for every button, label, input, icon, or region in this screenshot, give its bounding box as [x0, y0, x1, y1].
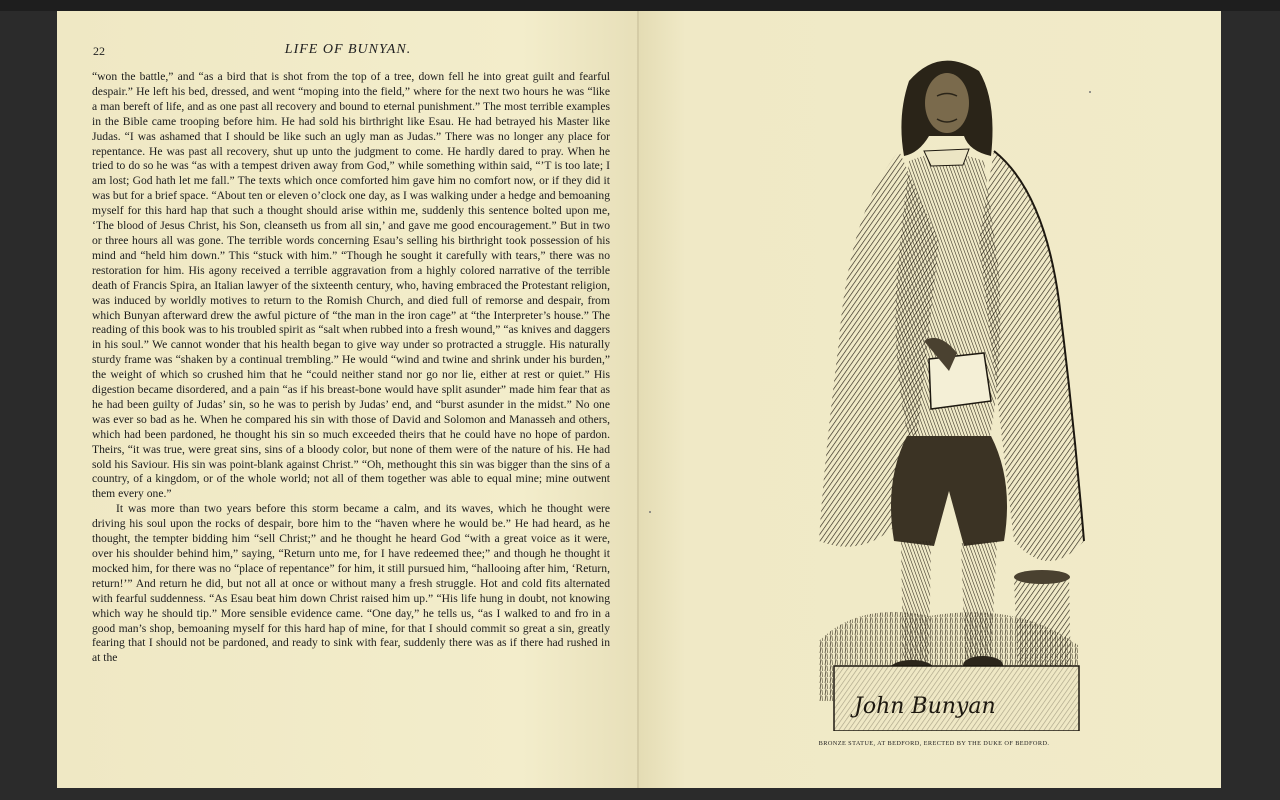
page-speck	[649, 511, 651, 513]
figure-caption: BRONZE STATUE, AT BEDFORD, ERECTED BY THE DUKE OF BEDFORD.	[818, 740, 1050, 747]
page-number: 22	[93, 44, 105, 58]
book-spread	[57, 11, 1221, 788]
collar	[924, 149, 969, 166]
paragraph: “won the battle,” and “as a bird that is shot from the top of a tree, down fell he into great guilt and fearful despair.” He left his bed, dressed, and went “moping into the field,” where for the next two hours he was “like a man bereft of life, and as one past all recovery and bound to eternal punishment.” The most terrible examples in the Bible came trooping before him. He had sold his birthright like Esau. He had betrayed his Master like Judas. “I was ashamed that I should be like such an ugly man as Judas.” There was no longer any place for repentance. He was past all recovery, shut up unto the judgment to come. He hardly dared to pray. When he tried to do so he was “as with a tempest driven away from God,” while something within said, “’T is too late; I am lost; God hath let me fall.” The texts which once comforted him gave him no comfort now, or if they did it was but for a brief space. “About ten or eleven o’clock one day, as I was walking under a hedge and bemoaning myself for this hard hap that such a thought should arise within me, suddenly this sentence bolted upon me, ‘The blood of Jesus Christ, his Son, cleanseth us from all sin,’ and gave me good encouragement.” But in two or three hours all was gone. The terrible words concerning Esau’s selling his birthright took possession of his mind and “held him down.” This “stuck with him.” “Though he sought it carefully with tears,” there was no restoration for him. His agony received a terrible aggravation from a highly colored narrative of the terrible death of Francis Spira, an Italian lawyer of the sixteenth century, who, having embraced the Protestant religion, was induced by worldly motives to return to the Romish Church, and died full of remorse and despair, from which Bunyan afterward drew the awful picture of “the man in the iron cage” at “the Interpreter’s house.” The reading of this book was to his troubled spirit as “salt when rubbed into a fresh wound,” “as knives and daggers in his soul.” We cannot wonder that his health began to give way under so protracted a struggle. His naturally sturdy frame was “shaken by a continual trembling.” He would “wind and twine and shrink under his burden,” the weight of which so crushed him that he “could neither stand nor go nor lie, either at rest or quiet.” His digestion became disordered, and a pain “as if his breast-bone would have split asunder” made him fear that as he had been guilty of Judas’ sin, so he was to perish by Judas’ end, and “burst asunder in the midst.” No one was ever so bad as he. When he compared his sin with those of David and Solomon and Manasseh and others, which had been pardoned, he thought his sin so much exceeded theirs that he could have no hope of pardon. Theirs, “it was true, were great sins, sins of a bloody color, but none of them were of the nature of his. He had sold his Saviour. His sin was point-blank against Christ.” “Oh, methought this sin was bigger than the sins of a country, of a kingdom, or of the whole world; not all of them together was able to equal mine; mine outwent them every one.”	[92, 70, 610, 501]
statue-engraving	[779, 41, 1109, 731]
left-page	[57, 11, 639, 788]
running-head: LIFE OF BUNYAN.	[284, 42, 412, 57]
book	[929, 353, 991, 409]
right-leg	[961, 541, 997, 659]
left-leg	[901, 541, 931, 663]
paragraph: It was more than two years before this storm became a calm, and its waves, which he thought were driving his soul upon the rocks of despair, bore him to the “haven where he would be.” He had heard, as he thought, the tempter bidding him “sell Christ;” and he thought he heard God “with a great voice as it were, over his shoulder behind him,” saying, “Return unto me, for I have redeemed thee;” and though he thought it mocked him, for there was no “place of repentance” for him, it still pursued him, “hallooing after him, ‘Return, return!’” And return he did, but not all at once or without many a fresh struggle. Hot and cold fits alternated with fearful suddenness. “As Esau beat him down Christ raised him up.” “His life hung in doubt, not knowing which way he should tip.” More sensible evidence came. “One day,” he tells us, “as I walked to and fro in a good man’s shop, bemoaning myself for this hard hap of mine, for that I should commit so great a sin, greatly fearing that I should not be pardoned, and ready to sink with fear, suddenly there was as if there had rushed in at the	[92, 502, 610, 665]
plinth-signature: John Bunyan	[854, 694, 996, 719]
body-text	[92, 70, 610, 666]
right-page	[639, 11, 1221, 788]
face	[925, 73, 969, 133]
breeches	[891, 436, 1007, 546]
viewer-top-bar	[0, 0, 1280, 11]
page-speck	[1089, 91, 1091, 93]
